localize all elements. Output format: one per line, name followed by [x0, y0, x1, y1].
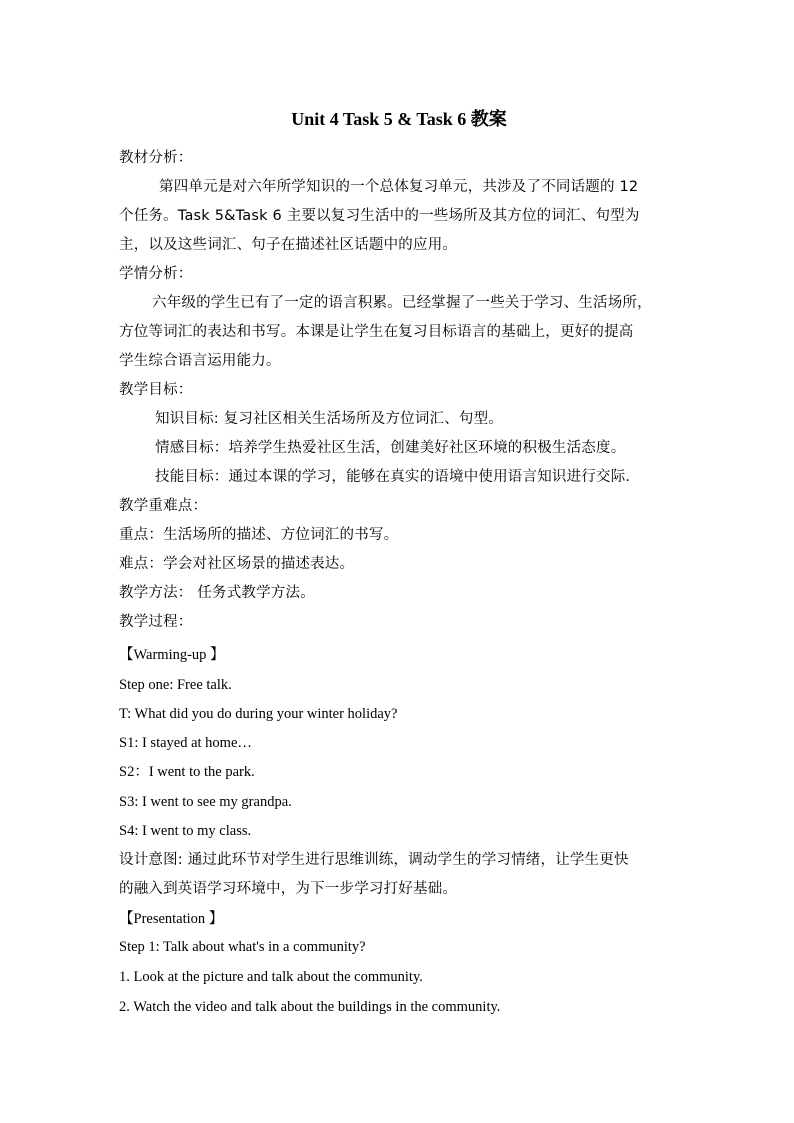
student-analysis-line-3: 学生综合语言运用能力。 — [119, 353, 281, 369]
material-analysis-line-1: 第四单元是对六年所学知识的一个总体复习单元，共涉及了不同话题的 12 — [159, 179, 639, 195]
document-title: Unit 4 Task 5 & Task 6 教案 — [291, 109, 507, 129]
knowledge-goal: 知识目标: 复习社区相关生活场所及方位词汇、句型。 — [155, 411, 503, 427]
teaching-method: 教学方法： 任务式教学方法。 — [119, 585, 315, 601]
list-item-2: 2. Watch the video and talk about the buildings in the community. — [119, 999, 501, 1015]
skill-goal: 技能目标：通过本课的学习，能够在真实的语境中使用语言知识进行交际. — [155, 469, 631, 485]
student-2-answer: S2：I went to the park. — [119, 764, 255, 780]
presentation-tag: 【Presentation 】 — [119, 911, 224, 927]
difficulty-point: 难点：学会对社区场景的描述表达。 — [119, 556, 355, 572]
step-1-heading: Step 1: Talk about what's in a community? — [119, 939, 366, 955]
student-1-answer: S1: I stayed at home… — [119, 735, 252, 751]
student-analysis-line-2: 方位等词汇的表达和书写。本课是让学生在复习目标语言的基础上，更好的提高 — [119, 324, 634, 340]
student-analysis-heading: 学情分析： — [119, 266, 193, 282]
design-intent-line-2: 的融入到英语学习环境中，为下一步学习打好基础。 — [119, 881, 458, 897]
teaching-goals-heading: 教学目标： — [119, 382, 193, 398]
teaching-process-heading: 教学过程： — [119, 614, 193, 630]
step-one-free-talk: Step one: Free talk. — [119, 677, 232, 693]
material-analysis-line-3: 主，以及这些词汇、句子在描述社区话题中的应用。 — [119, 237, 458, 253]
emotion-goal: 情感目标：培养学生热爱社区生活，创建美好社区环境的积极生活态度。 — [155, 440, 626, 456]
student-analysis-line-1: 六年级的学生已有了一定的语言积累。已经掌握了一些关于学习、生活场所， — [152, 295, 652, 311]
teacher-question: T: What did you do during your winter holiday? — [119, 706, 398, 722]
design-intent-line-1: 设计意图: 通过此环节对学生进行思维训练，调动学生的学习情绪，让学生更快 — [119, 852, 629, 868]
key-point: 重点：生活场所的描述、方位词汇的书写。 — [119, 527, 399, 543]
material-analysis-line-2: 个任务。Task 5&Task 6 主要以复习生活中的一些场所及其方位的词汇、句型为 — [119, 208, 640, 224]
list-item-1: 1. Look at the picture and talk about the community. — [119, 969, 423, 985]
key-points-heading: 教学重难点： — [119, 498, 208, 514]
warming-up-tag: 【Warming-up 】 — [119, 647, 225, 663]
material-analysis-heading: 教材分析： — [119, 150, 193, 166]
student-4-answer: S4: I went to my class. — [119, 823, 252, 839]
student-3-answer: S3: I went to see my grandpa. — [119, 794, 292, 810]
